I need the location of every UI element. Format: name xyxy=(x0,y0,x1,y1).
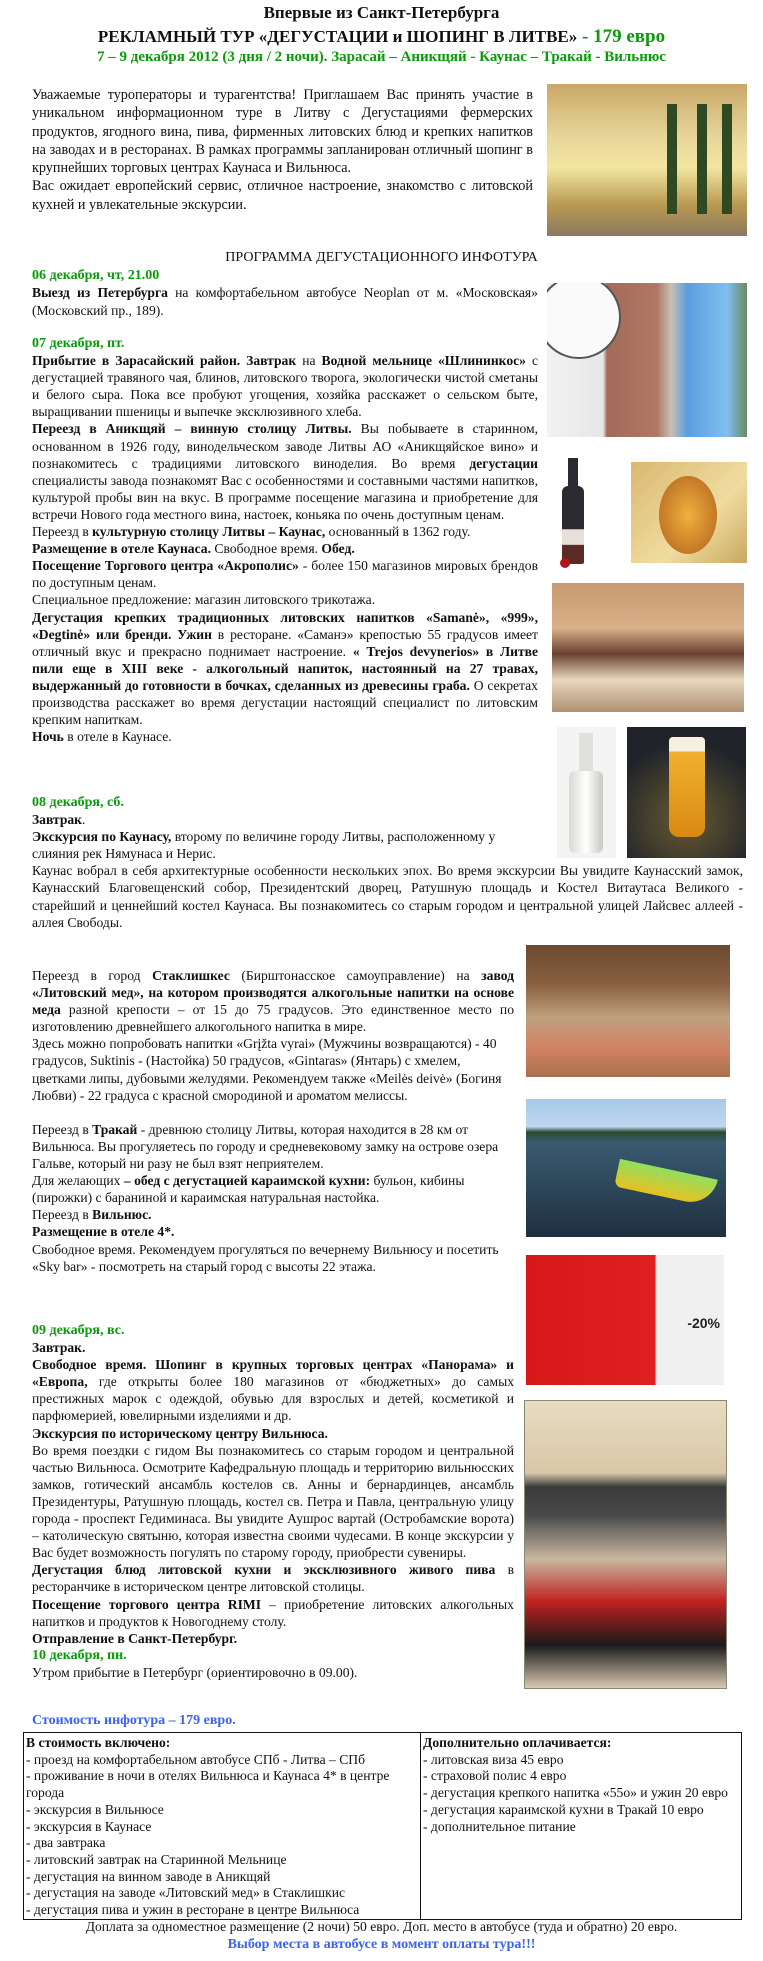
list-item: - дегустация крепкого напитка «55о» и ужин 20 евро xyxy=(423,1785,728,1801)
tour-price: - 179 евро xyxy=(577,26,666,47)
bold-text: Завтрак xyxy=(32,812,83,828)
kaunas-paragraph xyxy=(32,862,743,930)
included-list xyxy=(26,1752,418,1919)
bold-text: Экскурсия по Каунасу, xyxy=(32,829,172,845)
bold-text: Тракай xyxy=(92,1121,138,1137)
text: Вас ожидает европейский сервис, отличное настроение, знакомство с литовской кухней и увлекательные экскурсии. xyxy=(32,178,533,213)
cost-title: Стоимость инфотура – 179 евро. xyxy=(32,1713,236,1728)
text: Для желающих xyxy=(32,1173,124,1189)
day-paragraph xyxy=(32,1121,514,1172)
list-item: - дегустация на заводе «Литовский мед» в Стаклишкис xyxy=(26,1885,346,1901)
day-paragraph xyxy=(32,352,538,420)
text: Уважаемые туроператоры и турагентства! Приглашаем Вас принять участие в уникальном информационном туре в Литву с Дегустациями фермерских продуктов, ягодного вина, пива, фирменных литовских блюд и крепких напитков на заводах и в ресторанах. В рамках программы запланирован отличный шопинг в крупнейших торговых центрах Каунаса и Вильнюса. xyxy=(32,87,533,177)
day-paragraph xyxy=(32,591,538,608)
day-paragraph xyxy=(32,967,514,1035)
day-paragraph xyxy=(32,1035,502,1103)
text: Переезд в xyxy=(32,1121,93,1137)
text: – приобретение литовских алкогольных напитков и продуктов к Новогоднему столу. xyxy=(32,1596,514,1629)
day-paragraph xyxy=(32,1241,514,1275)
text: Свободное время. xyxy=(211,541,322,557)
bold-text: Дегустация крепких традиционных литовских напитков «Samanė», «999», «Degtinė» или бренди. Ужин xyxy=(32,609,538,642)
text: Переезд в город xyxy=(32,968,153,983)
trakai-lake-photo xyxy=(526,1099,726,1237)
text: на комфортабельном автобусе Neoplan от м. «Московская» (Московский пр., 189). xyxy=(32,285,538,318)
included-header: В стоимость включено: xyxy=(26,1735,171,1750)
text: второму по величине городу Литвы, расположенному у слияния рек Нямунаса и Нерис. xyxy=(32,829,496,862)
extra-list xyxy=(423,1752,739,1836)
bold-text: дегустации xyxy=(469,455,538,471)
bold-text: Дегустация блюд литовской кухни и эксклюзивного живого пива xyxy=(32,1562,496,1578)
bold-text: Размещение в отеле Каунаса. xyxy=(32,541,212,557)
sale-sign-graphic: -20% xyxy=(687,1315,720,1331)
list-item: - дегустация караимской кухни в Тракай 10 евро xyxy=(423,1801,704,1817)
list-item: - экскурсия в Каунасе xyxy=(26,1818,152,1834)
bold-text: культурную столицу Литвы – Каунас, xyxy=(92,524,326,540)
day-paragraph xyxy=(32,284,538,320)
bold-text: Посещение торгового центра RIMI xyxy=(32,1596,262,1612)
program-heading: ПРОГРАММА ДЕГУСТАЦИОННОГО ИНФОТУРА xyxy=(225,250,538,265)
bold-text: Водной мельнице «Шлининкос» xyxy=(321,353,526,369)
day-paragraph xyxy=(32,1425,514,1442)
cognac-bottle-photo xyxy=(631,462,747,563)
day-paragraph: Утром прибытие в Петербург (ориентировочно в 09.00). xyxy=(32,1664,358,1680)
tour-title-text: РЕКЛАМНЫЙ ТУР «ДЕГУСТАЦИИ и ШОПИНГ В ЛИТВЕ» xyxy=(97,27,578,46)
wine-glasses-photo xyxy=(547,84,747,236)
list-item: - проживание в ночи в отелях Вильнюса и Каунаса 4* в центре города xyxy=(26,1768,390,1801)
day-paragraph xyxy=(32,1172,514,1206)
list-item: - литовский завтрак на Старинной Мельнице xyxy=(26,1851,287,1867)
tour-dates-route: 7 – 9 декабря 2012 (3 дня / 2 ночи). Зарасай – Аникщяй - Каунас – Тракай - Вильнюс xyxy=(97,49,666,65)
text: Переезд в xyxy=(32,524,93,540)
list-item: - два завтрака xyxy=(26,1835,106,1851)
bold-text: Обед. xyxy=(321,541,355,557)
list-item: - проезд на комфортабельном автобусе СПб - Литва – СПб xyxy=(26,1751,366,1767)
day-paragraph xyxy=(32,1356,514,1424)
sale-signs-photo xyxy=(526,1255,724,1385)
list-item: - литовская виза 45 евро xyxy=(423,1751,564,1767)
intro-text xyxy=(32,86,533,214)
surcharge-note: Доплата за одноместное размещение (2 ночи) 50 евро. Доп. место в автобусе (туда и обратно) 20 евро. xyxy=(85,1919,678,1934)
text: Переезд в xyxy=(32,1207,93,1223)
day-paragraph xyxy=(32,1596,514,1630)
day-date: 08 декабря, сб. xyxy=(32,795,124,810)
list-item: - дегустация пива и ужин в ресторане в центре Вильнюса xyxy=(26,1902,360,1918)
text: - более 150 магазинов мировых брендов по доступным ценам. xyxy=(32,558,539,591)
list-item: - дополнительное питание xyxy=(423,1818,576,1834)
bold-text: – обед с дегустацией караимской кухни: xyxy=(123,1173,371,1189)
text: Свободное время. Рекомендуем прогуляться по вечернему Вильнюсу и посетить «Sky bar» - посмотреть на старый город с высоты 22 этажа. xyxy=(32,1241,499,1274)
intro-paragraph xyxy=(32,86,533,177)
day-06 xyxy=(32,267,538,320)
text: Во время поездки с гидом Вы познакомитесь со старым городом и центральной частью Вильнюса. Осмотрите Кафедральную площадь и территорию вильнюсских замков, готический ансамбль костелов св. Анны и бернардинцев, ансамбль Президентуры, Ратушную площадь, костел св. Петра и Павла, центральную улицу города - проспект Гедиминаса. Вы увидите Аушрос вартай (Остробамские ворота) – католическую святыню, которая известна своими чудесами. В конце экскурсии у Вас будет возможность погулять по старому городу, приобрести сувениры. xyxy=(32,1442,514,1561)
bold-text: Размещение в отеле 4*. xyxy=(32,1224,175,1240)
day-paragraph xyxy=(32,1206,514,1223)
list-item: - дегустация на винном заводе в Аникщяй xyxy=(26,1868,271,1884)
bold-text: завод «Литовский мед», на котором производятся алкогольные напитки на основе меда xyxy=(32,968,514,1018)
day-date: 07 декабря, пт. xyxy=(32,336,125,351)
text: в ресторанчике в историческом центре литовской столицы. xyxy=(32,1562,514,1595)
text: в ресторане. «Саманэ» крепостью 55 градусов имеет отличный вкус и прекрасно поднимает настроение. xyxy=(32,626,538,659)
bold-text: Переезд в Аникщяй – винную столицу Литвы. xyxy=(32,421,352,437)
text: в отеле в Каунасе. xyxy=(63,729,172,745)
tour-title xyxy=(0,26,763,48)
day-paragraph xyxy=(32,420,538,523)
day-paragraph xyxy=(32,1442,514,1562)
wine-bottle-photo xyxy=(560,458,592,572)
bold-text: Ночь xyxy=(32,729,64,745)
day-paragraph xyxy=(32,1223,514,1240)
day-paragraph xyxy=(32,828,538,862)
bold-text: Завтрак. xyxy=(32,1340,86,1356)
intro-paragraph xyxy=(32,177,533,214)
day-paragraph xyxy=(32,1339,514,1356)
text: специалисты завода познакомят Вас с особенностями и составными частями напитков, культурой пробы вин на вкус. В программе посещение магазина и приобретение для встречи Нового года местного вина, настоек, коньяка по очень доступным ценам. xyxy=(32,472,538,522)
day-paragraph xyxy=(32,811,538,828)
included-column xyxy=(24,1733,421,1920)
extra-header: Дополнительно оплачивается: xyxy=(423,1735,612,1750)
day-paragraph xyxy=(32,540,538,557)
day-07 xyxy=(32,335,538,745)
shoppers-mall-photo xyxy=(524,1400,727,1689)
bold-text: Вильнюс. xyxy=(92,1207,152,1223)
day-paragraph xyxy=(32,523,538,540)
bold-text: Прибытие в Зарасайский район. Завтрак xyxy=(32,353,297,369)
text: основанный в 1362 году. xyxy=(325,524,471,540)
bold-text: Посещение Торгового центра «Акрополис» xyxy=(32,558,299,574)
text: О секретах производства расскажет во время дегустации настоящий специалист по литовским крепким напиткам. xyxy=(32,677,538,728)
cost-table xyxy=(23,1732,742,1920)
day-date: 10 декабря, пн. xyxy=(32,1647,127,1663)
restaurant-tasting-photo xyxy=(552,583,744,712)
day-paragraph xyxy=(32,609,538,729)
bold-text: Экскурсия по историческому центру Вильнюса. xyxy=(32,1425,328,1441)
text: где открыты более 180 магазинов от «бюджетных» до самых престижных марок с одеждой, обувью для взрослых и детей, косметикой и парфюмерией, ювелирными изделиями и др. xyxy=(32,1374,514,1424)
text: Здесь можно попробовать напитки «Grįžta vyrai» (Мужчины возвращаются) - 40 градусов, Suktinis - (Настойка) 50 градусов, «Gintaras» (Янтарь) с хмелем, цветками липы, дубовыми желудями. Рекомендуем также «Meilės deivė» (Богиня Любви) - 22 градуса с красной смородиной и ароматом мелиссы. xyxy=(32,1036,502,1103)
extra-column xyxy=(421,1733,742,1920)
list-item: - экскурсия в Вильнюсе xyxy=(26,1801,164,1817)
bold-text: Стаклишкес xyxy=(152,968,230,983)
day-paragraph xyxy=(32,1630,514,1647)
text: Специальное предложение: магазин литовского трикотажа. xyxy=(32,592,376,608)
bold-text: Свободное время. Шопинг в крупных торговых центрах «Панорама» и «Европа, xyxy=(32,1357,514,1390)
text: Вы побываете в старинном, основанном в 1926 году, винодельческом заводе Литвы АО «Аникщяйское вино» и познакомитесь с традициями литовского виноделия. Во время xyxy=(32,421,539,471)
text: (Бирштонасское самоуправление) на xyxy=(229,968,482,983)
day-paragraph xyxy=(32,1561,514,1595)
bold-text: Отправление в Санкт-Петербург. xyxy=(32,1630,238,1646)
day-08-afternoon xyxy=(32,967,514,1275)
day-paragraph xyxy=(32,728,538,745)
title-line-1: Впервые из Санкт-Петербурга xyxy=(263,3,500,22)
list-item: - страховой полис 4 евро xyxy=(423,1768,567,1784)
day-08 xyxy=(32,794,743,931)
street-clock-photo xyxy=(547,283,747,437)
text: бульон, кибины (пирожки) с бараниной и караимская натуральная настойка. xyxy=(32,1173,465,1206)
text: Каунас вобрал в себя архитектурные особенности нескольких эпох. Во время экскурсии Вы увидите Каунасский замок, Каунасский Благовещенский собор, Президентский дворец, Ратушную площадь и Костел Витаутаса Великого - старейший и ценнейший костел Каунаса. Вы познакомитесь со старым городом и центральной улицей Лайсвес аллеей - аллея Свободы. xyxy=(32,863,743,930)
text: разной крепости – от 15 до 75 градусов. Это единственное место по изготовлению древнейшего алкогольного напитка в мире. xyxy=(32,1002,514,1035)
text: - древнюю столицу Литвы, которая находится в 28 км от Вильнюса. Вы прогуляетесь по городу и средневековому замку на острове озера Гальве, который ни разу не был взят неприятелем. xyxy=(32,1121,499,1172)
seat-choice-note: Выбор места в автобусе в момент оплаты тура!!! xyxy=(227,1937,536,1952)
day-date: 09 декабря, вс. xyxy=(32,1323,125,1338)
text: . xyxy=(82,812,86,828)
day-paragraph xyxy=(32,557,538,591)
spacer xyxy=(32,1104,514,1121)
day-date: 06 декабря, чт, 21.00 xyxy=(32,268,160,283)
mead-museum-photo xyxy=(526,945,730,1077)
day-09 xyxy=(32,1322,514,1681)
bold-text: « Trejos devynerios» в Литве пили еще в XIII веке - алкогольный напиток, настоянный на 27 травах, выдержанный до готовности в бочках, сделанных из древесины граба. xyxy=(32,643,539,693)
bold-text: Выезд из Петербурга xyxy=(32,285,168,300)
text: на xyxy=(296,353,322,369)
text: с дегустацией травяного чая, блинов, литовского творога, экологически чистой сметаны и белого сыра. Пока все пробуют угощения, хозяйка расскажет о сельском быте, выращивании пшеницы и выпечке эксклюзивного хлеба. xyxy=(32,353,538,420)
